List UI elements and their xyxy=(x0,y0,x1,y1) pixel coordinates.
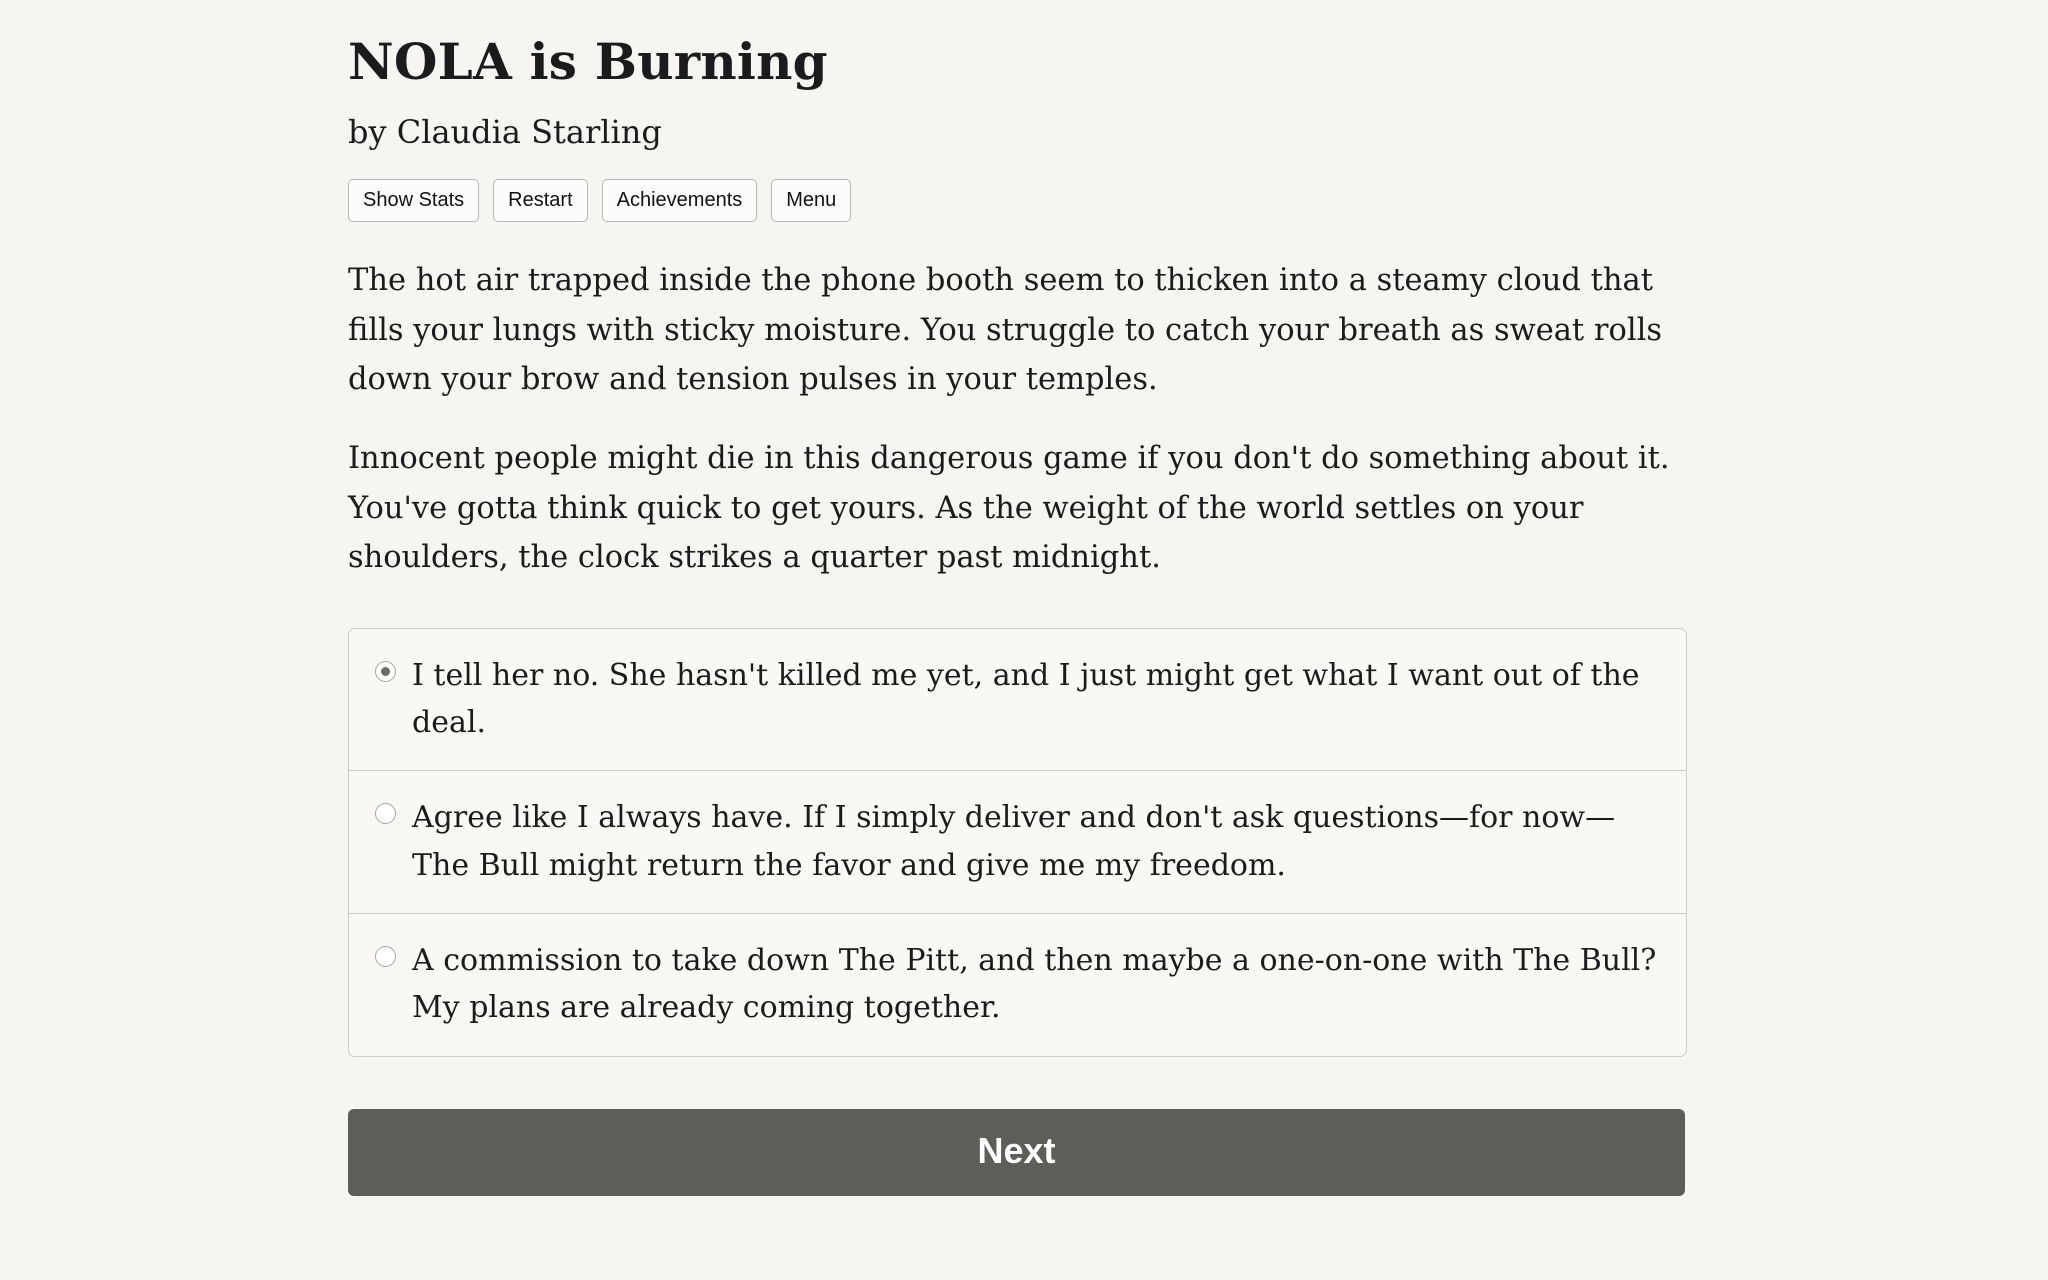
achievements-button[interactable]: Achievements xyxy=(602,179,758,222)
choice-label: I tell her no. She hasn't killed me yet, and I just might get what I want out of the deal. xyxy=(412,657,1640,740)
radio-icon[interactable] xyxy=(375,661,396,682)
menu-button[interactable]: Menu xyxy=(771,179,851,222)
choice-option-3[interactable] xyxy=(349,914,1686,1056)
choice-option-1[interactable] xyxy=(349,629,1686,772)
toolbar xyxy=(348,179,1708,222)
next-button[interactable]: Next xyxy=(348,1109,1685,1196)
page-title: NOLA is Burning xyxy=(348,32,828,91)
choice-option-2[interactable] xyxy=(349,771,1686,914)
story-paragraph: Innocent people might die in this dangerous game if you don't do something about it. You've gotta think quick to get yours. As the weight of the world settles on your shoulders, the clock strikes a quarter past midnight. xyxy=(348,441,1670,576)
radio-icon[interactable] xyxy=(375,803,396,824)
story-paragraph: The hot air trapped inside the phone booth seem to thicken into a steamy cloud that fills your lungs with sticky moisture. You struggle to catch your breath as sweat rolls down your brow and tension pulses in your temples. xyxy=(348,263,1662,397)
content-container xyxy=(340,28,1708,1196)
choice-list xyxy=(348,628,1687,1057)
show-stats-button[interactable]: Show Stats xyxy=(348,179,479,222)
author-byline: by Claudia Starling xyxy=(348,112,662,151)
choice-label: A commission to take down The Pitt, and then maybe a one-on-one with The Bull? My plans are already coming together. xyxy=(412,943,1657,1026)
restart-button[interactable]: Restart xyxy=(493,179,587,222)
radio-icon[interactable] xyxy=(375,946,396,967)
choice-label: Agree like I always have. If I simply deliver and don't ask questions—for now—The Bull might return the favor and give me my freedom. xyxy=(412,800,1616,883)
